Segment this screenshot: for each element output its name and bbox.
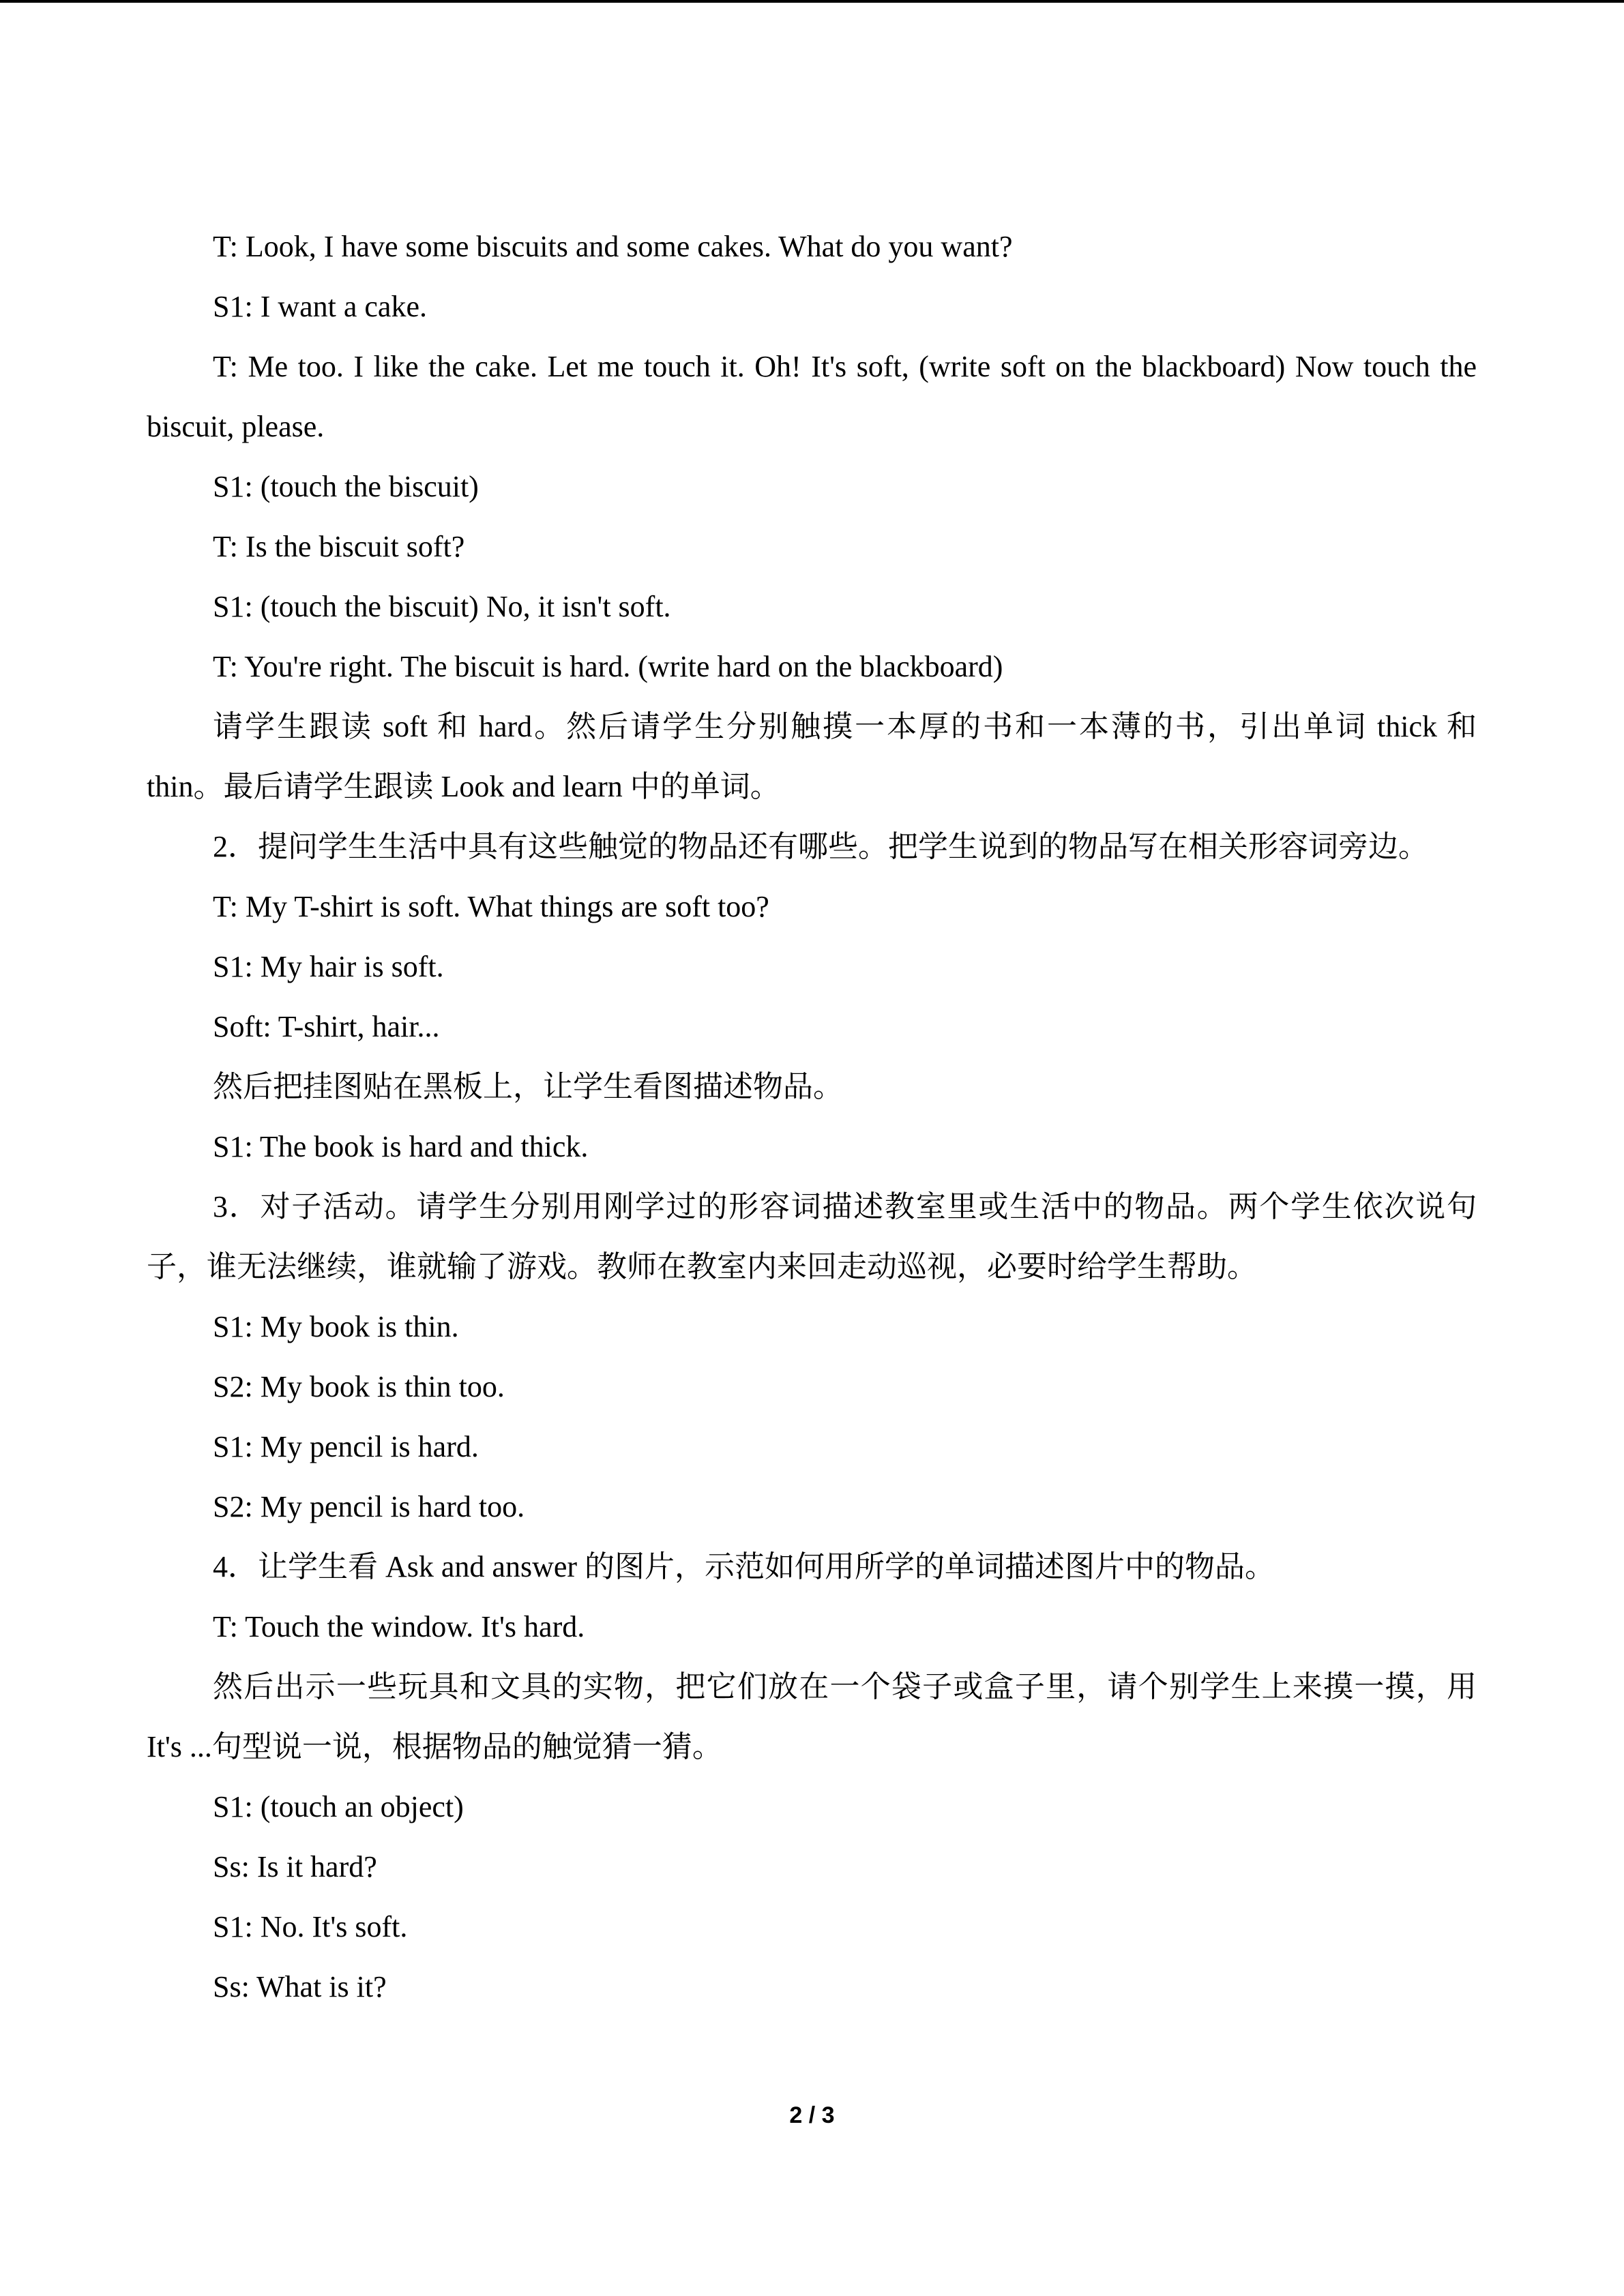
paragraph: 3．对子活动。请学生分别用刚学过的形容词描述教室里或生活中的物品。两个学生依次说句子，谁无法继续，谁就输了游戏。教师在教室内来回走动巡视，必要时给学生帮助。 bbox=[147, 1190, 1477, 1283]
paragraph: T: Look, I have some biscuits and some cakes. What do you want? bbox=[213, 230, 1013, 263]
paragraph: Ss: Is it hard? bbox=[213, 1850, 377, 1883]
paragraph: S1: My book is thin. bbox=[213, 1310, 459, 1343]
paragraph: S2: My book is thin too. bbox=[213, 1370, 505, 1403]
paragraph: S1: My pencil is hard. bbox=[213, 1430, 479, 1463]
paragraph: S1: I want a cake. bbox=[213, 290, 427, 323]
paragraph: S2: My pencil is hard too. bbox=[213, 1490, 525, 1523]
paragraph: Soft: T-shirt, hair... bbox=[213, 1010, 440, 1043]
paragraph: 2．提问学生生活中具有这些触觉的物品还有哪些。把学生说到的物品写在相关形容词旁边。 bbox=[213, 830, 1428, 863]
paragraph: T: Me too. I like the cake. Let me touch it. Oh! It's soft, (write soft on the blackboard) Now touch the biscuit, please. bbox=[147, 350, 1477, 443]
paragraph: 请学生跟读 soft 和 hard。然后请学生分别触摸一本厚的书和一本薄的书，引出单词 thick 和 thin。最后请学生跟读 Look and learn 中的单词。 bbox=[147, 710, 1477, 803]
paragraph: 然后出示一些玩具和文具的实物，把它们放在一个袋子或盒子里，请个别学生上来摸一摸，用 It's ...句型说一说，根据物品的触觉猜一猜。 bbox=[147, 1670, 1477, 1763]
paragraph: S1: (touch the biscuit) bbox=[213, 470, 479, 503]
paragraph: 4．让学生看 Ask and answer 的图片，示范如何用所学的单词描述图片中的物品。 bbox=[213, 1550, 1275, 1583]
paragraph: Ss: What is it? bbox=[213, 1970, 387, 2003]
paragraph: S1: (touch the biscuit) No, it isn't soft. bbox=[213, 590, 671, 623]
paragraph: S1: (touch an object) bbox=[213, 1790, 464, 1823]
page-top-border bbox=[0, 0, 1624, 3]
paragraph: T: My T-shirt is soft. What things are soft too? bbox=[213, 890, 769, 923]
document-body bbox=[147, 217, 1477, 2017]
paragraph: S1: No. It's soft. bbox=[213, 1910, 408, 1943]
paragraph: T: Is the biscuit soft? bbox=[213, 530, 465, 563]
page-number: 2 / 3 bbox=[789, 2102, 835, 2128]
paragraph: S1: The book is hard and thick. bbox=[213, 1130, 589, 1163]
paragraph: S1: My hair is soft. bbox=[213, 950, 444, 983]
paragraph: T: You're right. The biscuit is hard. (write hard on the blackboard) bbox=[213, 650, 1003, 683]
paragraph: T: Touch the window. It's hard. bbox=[213, 1610, 585, 1643]
paragraph: 然后把挂图贴在黑板上，让学生看图描述物品。 bbox=[213, 1070, 843, 1103]
